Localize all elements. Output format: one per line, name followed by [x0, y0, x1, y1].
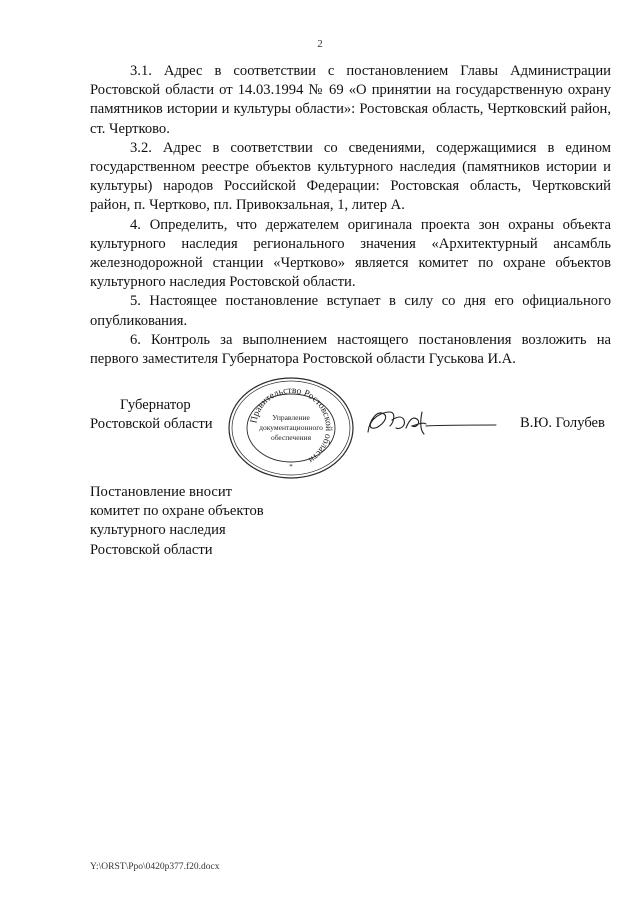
governor-title [90, 396, 230, 434]
signer-name: В.Ю. Голубев [520, 415, 605, 431]
submitter-line-4: Ростовской области [90, 541, 213, 558]
signature-block [90, 376, 611, 486]
page-number: 2 [317, 38, 323, 50]
stamp-outer-text: Правительство Ростовской области [249, 385, 334, 465]
footer-file-path: Y:\ORST\Ppo\0420p377.f20.docx [90, 862, 220, 872]
stamp-inner-line-3: обеспечения [270, 433, 312, 442]
paragraph-4: 4. Определить, что держателем оригинала проекта зон охраны объекта культурного наследия регионального значения «Архитектурный ансамбль железнодорожной станции «Чертково» является комитет по охране объектов культурного наследия Ростовской области. [90, 216, 611, 291]
document-body [90, 62, 611, 369]
paragraph-5: 5. Настоящее постановление вступает в силу со дня его официального опубликования. [90, 293, 611, 329]
handwritten-signature [360, 404, 500, 440]
submitter-line-1: Постановление вносит [90, 484, 233, 500]
governor-title-line1: Губернатор [120, 397, 191, 413]
official-stamp-seal [226, 376, 356, 480]
submitter-line-3: культурного наследия [90, 522, 226, 539]
paragraph-3-1: 3.1. Адрес в соответствии с постановлением Главы Администрации Ростовской области от 14.03.1994 № 69 «О принятии на государственную охрану памятников истории и культуры области»: Ростовская область, Чертковский район, ст. Чертково. [90, 63, 611, 137]
stamp-inner-line-2: документационного [259, 423, 323, 432]
stamp-inner-line-1: Управление [272, 413, 310, 422]
paragraph-3-2: 3.2. Адрес в соответствии со сведениями, содержащимися в едином государственном реестре объектов культурного наследия (памятников истории и культуры) народов Российской Федерации: Ростовская область, Чертковский район, п. Чертково, пл. Привокзальная, 1, литер А. [90, 139, 611, 214]
submitter-note [90, 483, 350, 560]
submitter-line-2: комитет по охране объектов [90, 503, 264, 520]
stamp-star-icon: * [289, 463, 293, 471]
governor-title-line2: Ростовской области [90, 416, 213, 432]
paragraph-6: 6. Контроль за выполнением настоящего постановления возложить на первого заместителя Губернатора Ростовской области Гуськова И.А. [90, 331, 611, 368]
